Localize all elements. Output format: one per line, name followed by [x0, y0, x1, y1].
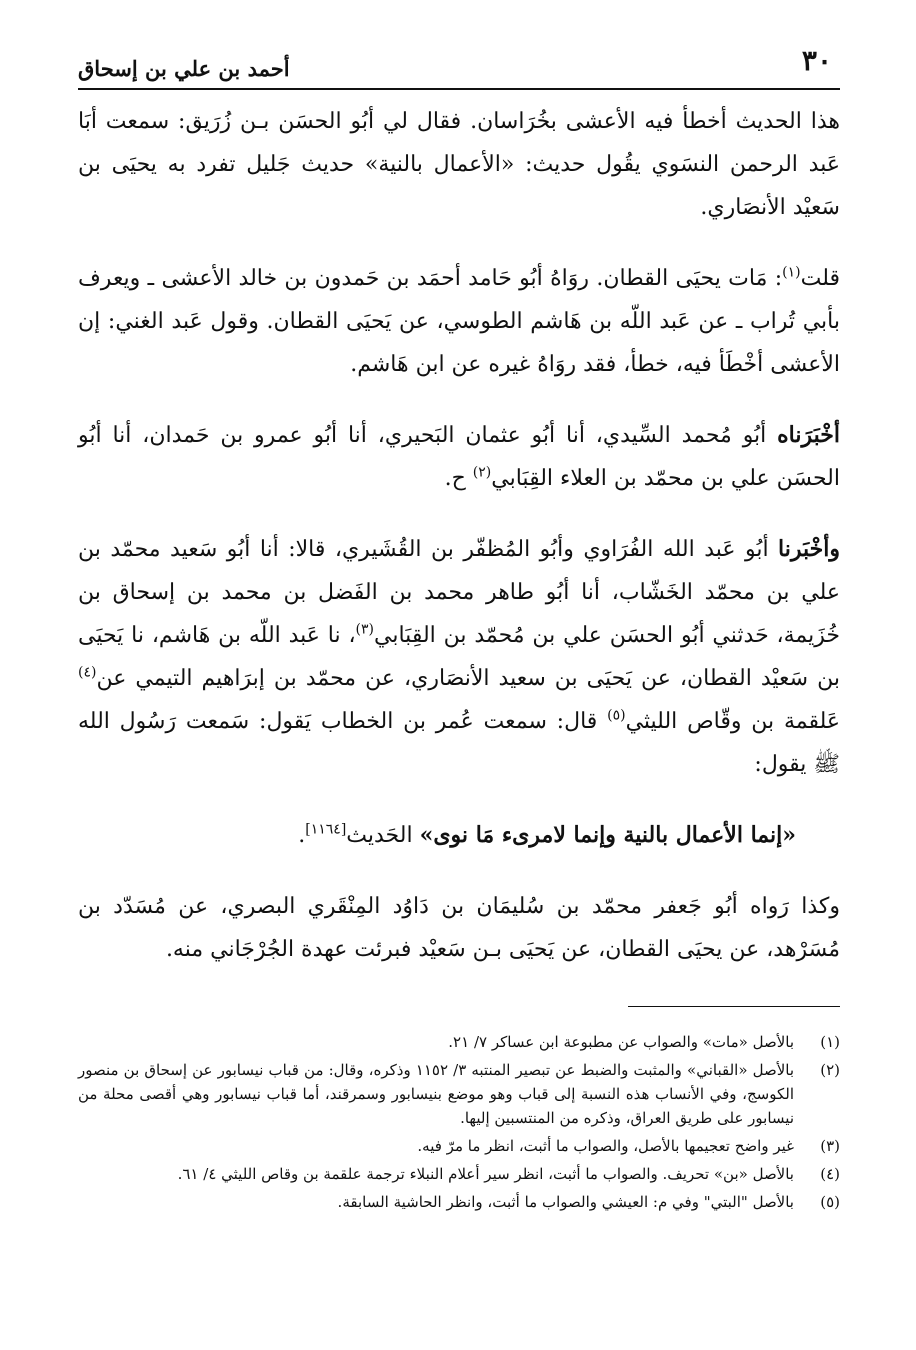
paragraph-4-text-d: قال: سمعت عُمر بن الخطاب يَقول: سَمعت رَسُول الله ﷺ يقول:: [78, 709, 840, 777]
paragraph-1: هذا الحديث أخطأ فيه الأعشى بخُرَاسان. فقال لي أبُو الحسَن بـن زُرَيق: سمعت أبَا عَبد الرحمن النسَوي يقُول حديث: «الأعمال بالنية» حديث جَليل تفرد به يحيَى بن سَعيْد الأنصَاري.: [78, 109, 840, 220]
paragraph-3: [78, 414, 840, 500]
footnote-number: (١): [820, 1033, 840, 1051]
footnote-number: (٢): [820, 1061, 840, 1079]
paragraph-3-end: ح.: [444, 466, 473, 491]
paragraph-3-text: أبُو مُحمد السِّيدي، أنا أبُو عثمان البَحيري، أنا أبُو عمرو بن حَمدان، أنا أبُو الحسَن علي بن محمّد بن العلاء القِبَابي: [78, 423, 840, 491]
footnote-ref-1: (١): [782, 264, 801, 281]
footnote-ref-2: (٢): [472, 464, 492, 481]
paragraph-2-lead: قلت: [800, 266, 840, 291]
paragraph-4-text-b: ، نا عَبد اللّه بن هَاشم، نا يَحيَى بن سَعيْد القطان، عن يَحيَى بن سعيد الأنصَاري، عن محمّد بن إبرَاهيم التيمي عن: [78, 623, 840, 691]
hadith-number: [١١٦٤]: [305, 821, 347, 838]
footnote-number: (٣): [820, 1137, 840, 1155]
hadith-end: .: [298, 823, 306, 848]
footnote-1: [78, 1030, 840, 1054]
footnote-number: (٤): [820, 1165, 840, 1183]
page-header: [78, 38, 840, 90]
footnote-5: [78, 1190, 840, 1214]
footnote-4: [78, 1162, 840, 1186]
paragraph-4: [78, 528, 840, 786]
paragraph-2-text: : مَات يحيَى القطان. روَاهُ أبُو حَامد أحمَد بن حَمدون بن خالد الأعشى ـ ويعرف بأبي تُراب ـ عن عَبد اللّه بن هَاشم الطوسي، عن يَحيَى القطان. وقول عَبد الغني: إن الأعشى أخْطَأ فيه، خطأ، فقد روَاهُ غيره عن ابن هَاشم.: [78, 266, 840, 377]
footnote-ref-3: (٣): [355, 621, 375, 638]
page-number: ٣٠: [801, 44, 832, 77]
paragraph-2: [78, 257, 840, 386]
paragraph-5-hadith: [78, 814, 840, 857]
footnote-text: بالأصل «بن» تحريف. والصواب ما أثبت، انظر سير أعلام النبلاء ترجمة علقمة بن وقاص الليثي ٤/ ٦١.: [177, 1165, 794, 1183]
paragraph-4-text-c: عَلقمة بن وقّاص الليثي: [625, 709, 841, 734]
paragraph-4-text-a: أبُو عَبد الله الفُرَاوي وأبُو المُظفّر بن القُشَيري، قالا: أنا أبُو سَعيد محمّد بن علي بن محمّد الخَشّاب، أنا أبُو طاهر محمد بن الفَضل بن محمد بن إسحاق بن خُزَيمة، حَدثني أبُو الحسَن علي بن مُحمّد بن القِبَابي: [78, 537, 840, 648]
running-title: أحمد بن علي بن إسحاق: [78, 56, 290, 81]
footnote-3: [78, 1134, 840, 1158]
hadith-suffix: الحَديث: [346, 823, 420, 848]
footnote-separator: [628, 1006, 840, 1007]
footnote-number: (٥): [820, 1193, 840, 1211]
isnad-lead-akhbarana: أخْبَرَناه: [777, 422, 840, 448]
footnote-text: بالأصل "البتي" وفي م: العيشي والصواب ما أثبت، وانظر الحاشية السابقة.: [337, 1193, 794, 1211]
header-rule: [78, 88, 840, 90]
footnote-2: [78, 1058, 840, 1130]
isnad-lead-wa-akhbarana: وأخْبَرنا: [778, 536, 840, 562]
footnote-text: بالأصل «مات» والصواب عن مطبوعة ابن عساكر ٧/ ٢١.: [448, 1033, 794, 1051]
main-text: [78, 100, 840, 999]
footnotes: [78, 1030, 840, 1218]
hadith-text: «إنما الأعمال بالنية وإنما لامرىء مَا نوى»: [419, 822, 796, 848]
footnote-ref-4: (٤): [78, 664, 97, 681]
paragraph-6: وكذا رَواه أبُو جَعفر محمّد بن سُليمَان بن دَاوُد المِنْقَري البصري، عن مُسَدّد بن مُسَرْهد، عن يحيَى القطان، عن يَحيَى بـن سَعيْد فبرئت عهدة الجُرْجَاني منه.: [78, 894, 840, 962]
footnote-ref-5: (٥): [607, 707, 626, 724]
footnote-text: بالأصل «القباني» والمثبت والضبط عن تبصير المنتبه ٣/ ١١٥٢ وذكره، وقال: من قباب نيسابور عن إسحاق بن منصور الكوسج، وفي الأنساب هذه النسبة إلى قباب وهو موضع بنيسابور وسمرقند، أما قباب نيسابور وهي أقصى محلة من نيسابور على طريق العراق، وذكره من المنتسبين إليها.: [78, 1061, 794, 1127]
footnote-text: غير واضح تعجيمها بالأصل، والصواب ما أثبت، انظر ما مرّ فيه.: [417, 1137, 794, 1155]
